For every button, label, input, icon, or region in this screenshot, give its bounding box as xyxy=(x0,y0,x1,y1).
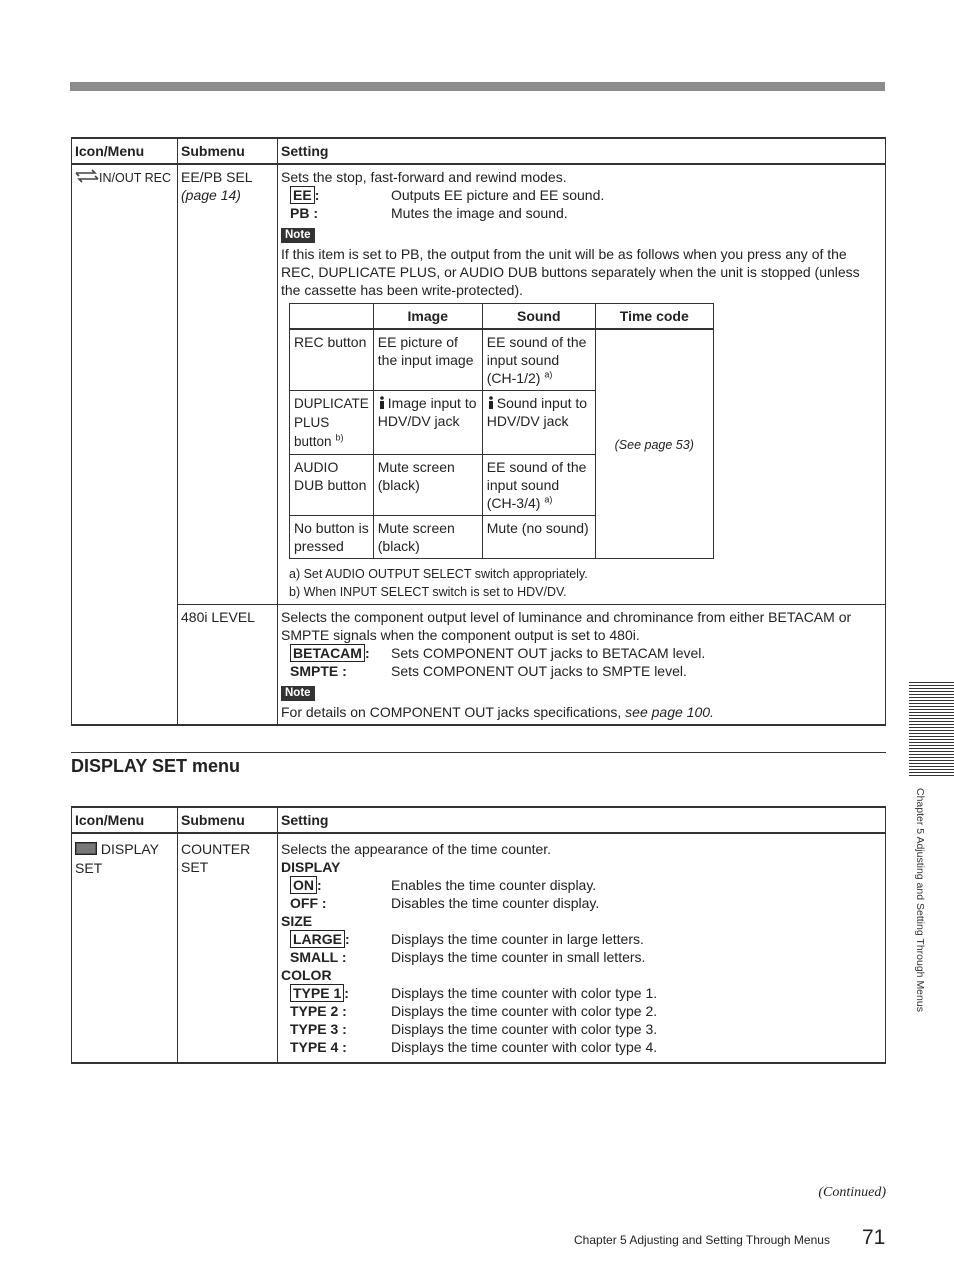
page-reference: (page 14) xyxy=(181,187,241,203)
option-key: TYPE 2 : xyxy=(290,1003,347,1019)
group-title: DISPLAY xyxy=(281,859,341,875)
note-text: If this item is set to PB, the output from the unit will be as follows when you press any of the REC, DUPLICATE PLUS, or AUDIO DUB buttons separately when the unit is stopped (unless the cassette has been write-protected). xyxy=(281,246,860,298)
setting-480i-level xyxy=(278,605,886,726)
chapter-side-label: Chapter 5 Adjusting and Setting Through Menus xyxy=(914,788,926,1012)
option-row: TYPE 1 : Displays the time counter with color type 1. xyxy=(281,984,882,1002)
i-link-icon xyxy=(378,396,386,410)
option-description: Displays the time counter in large letters. xyxy=(391,931,644,947)
in-out-rec-table xyxy=(71,137,886,726)
header-icon-menu: Icon/Menu xyxy=(72,138,178,164)
row-label: REC button xyxy=(290,329,374,391)
header-setting: Setting xyxy=(278,807,886,833)
option-description: Mutes the image and sound. xyxy=(391,205,568,221)
option-row: BETACAM : Sets COMPONENT OUT jacks to BETACAM level. xyxy=(281,644,882,662)
page-number: 71 xyxy=(862,1226,886,1249)
row-sound: EE sound of the input sound (CH-1/2) $^{a)}$ xyxy=(482,329,595,391)
option-description: Sets COMPONENT OUT jacks to BETACAM level. xyxy=(391,645,706,661)
option-key: SMPTE : xyxy=(290,663,347,679)
continued-label: (Continued) xyxy=(818,1185,886,1200)
option-description: Displays the time counter with color type 3. xyxy=(391,1021,658,1037)
table-row xyxy=(290,329,714,391)
display-set-table xyxy=(71,806,886,1064)
top-rule xyxy=(70,82,885,91)
option-row xyxy=(281,894,882,912)
row-image: Image input to HDV/DV jack xyxy=(373,391,482,455)
option-key: TYPE 3 : xyxy=(290,1021,347,1037)
header-setting: Setting xyxy=(278,138,886,164)
inner-header-blank xyxy=(290,304,374,330)
footer-chapter-title: Chapter 5 Adjusting and Setting Through Menus xyxy=(574,1233,830,1247)
group-title: COLOR xyxy=(281,967,332,983)
option-row xyxy=(281,1002,882,1020)
option-key: TYPE 4 : xyxy=(290,1039,347,1055)
row-sound: Mute (no sound) xyxy=(482,516,595,559)
note-label: Note xyxy=(281,686,315,701)
row-label: DUPLICATE PLUS button $^{b)}$ xyxy=(290,391,374,455)
display-screen-icon xyxy=(75,841,97,859)
setting-intro: Sets the stop, fast-forward and rewind modes. xyxy=(281,169,567,185)
inner-header-timecode: Time code xyxy=(595,304,713,330)
header-submenu: Submenu xyxy=(178,138,278,164)
row-image: Mute screen (black) xyxy=(373,516,482,559)
option-description: Displays the time counter with color type 4. xyxy=(391,1039,658,1055)
inner-header-sound: Sound xyxy=(482,304,595,330)
menu-label-in-out-rec: IN/OUT REC xyxy=(99,171,171,185)
option-row: LARGE : Displays the time counter in large letters. xyxy=(281,930,882,948)
timecode-cell: (See page 53) xyxy=(595,329,713,559)
note-text: For details on COMPONENT OUT jacks specifications, see page 100. xyxy=(281,704,714,720)
footnote: b) When INPUT SELECT switch is set to HDV/DV. xyxy=(289,585,567,599)
option-description: Displays the time counter with color type 2. xyxy=(391,1003,658,1019)
menu-cell-in-out-rec xyxy=(72,164,178,725)
row-sound: Sound input to HDV/DV jack xyxy=(482,391,595,455)
option-row xyxy=(281,948,882,966)
setting-ee-pb-sel xyxy=(278,164,886,605)
setting-counter-set xyxy=(278,833,886,1063)
option-description: Enables the time counter display. xyxy=(391,877,597,893)
footnote: a) Set AUDIO OUTPUT SELECT switch appropriately. xyxy=(289,567,588,581)
submenu-ee-pb-sel xyxy=(178,164,278,605)
option-key: PB : xyxy=(290,205,318,221)
menu-cell-display-set xyxy=(72,833,178,1063)
option-row xyxy=(281,204,882,222)
row-image: Mute screen (black) xyxy=(373,455,482,516)
setting-intro: Selects the component output level of luminance and chrominance from either BETACAM or SMPTE signals when the component output is set to 480i. xyxy=(281,609,852,643)
option-description: Displays the time counter with color type 1. xyxy=(391,985,658,1001)
row-label: No button is pressed xyxy=(290,516,374,559)
default-option: TYPE 1 xyxy=(290,984,344,1002)
option-row xyxy=(281,1020,882,1038)
i-link-icon xyxy=(487,396,495,410)
option-description: Displays the time counter in small letters. xyxy=(391,949,646,965)
output-behavior-table xyxy=(289,303,714,559)
submenu-name: EE/PB SEL xyxy=(181,169,253,185)
chapter-tab-marker xyxy=(909,682,954,776)
option-row: ON : Enables the time counter display. xyxy=(281,876,882,894)
option-description: Disables the time counter display. xyxy=(391,895,600,911)
option-row: EE : Outputs EE picture and EE sound. xyxy=(281,186,882,204)
group-title: SIZE xyxy=(281,913,313,929)
row-label: AUDIO DUB button xyxy=(290,455,374,516)
default-option: LARGE xyxy=(290,930,345,948)
section-rule xyxy=(71,752,886,753)
in-out-arrows-icon xyxy=(75,169,99,187)
option-description: Sets COMPONENT OUT jacks to SMPTE level. xyxy=(391,663,687,679)
option-key: SMALL : xyxy=(290,949,347,965)
row-image: EE picture of the input image xyxy=(373,329,482,391)
section-title: DISPLAY SET menu xyxy=(71,756,241,776)
row-sound: EE sound of the input sound (CH-3/4) $^{a)}$ xyxy=(482,455,595,516)
option-row xyxy=(281,1038,882,1056)
header-submenu: Submenu xyxy=(178,807,278,833)
inner-header-image: Image xyxy=(373,304,482,330)
note-label: Note xyxy=(281,228,315,243)
submenu-480i-level: 480i LEVEL xyxy=(178,605,278,726)
menu-label-display-set: DISPLAY SET xyxy=(75,841,159,877)
setting-intro: Selects the appearance of the time counter. xyxy=(281,841,552,857)
option-key: OFF : xyxy=(290,895,327,911)
option-row xyxy=(281,662,882,680)
default-option: EE xyxy=(290,186,315,204)
submenu-counter-set: COUNTER SET xyxy=(178,833,278,1063)
default-option: ON xyxy=(290,876,317,894)
default-option: BETACAM xyxy=(290,644,365,662)
option-description: Outputs EE picture and EE sound. xyxy=(391,187,605,203)
header-icon-menu: Icon/Menu xyxy=(72,807,178,833)
